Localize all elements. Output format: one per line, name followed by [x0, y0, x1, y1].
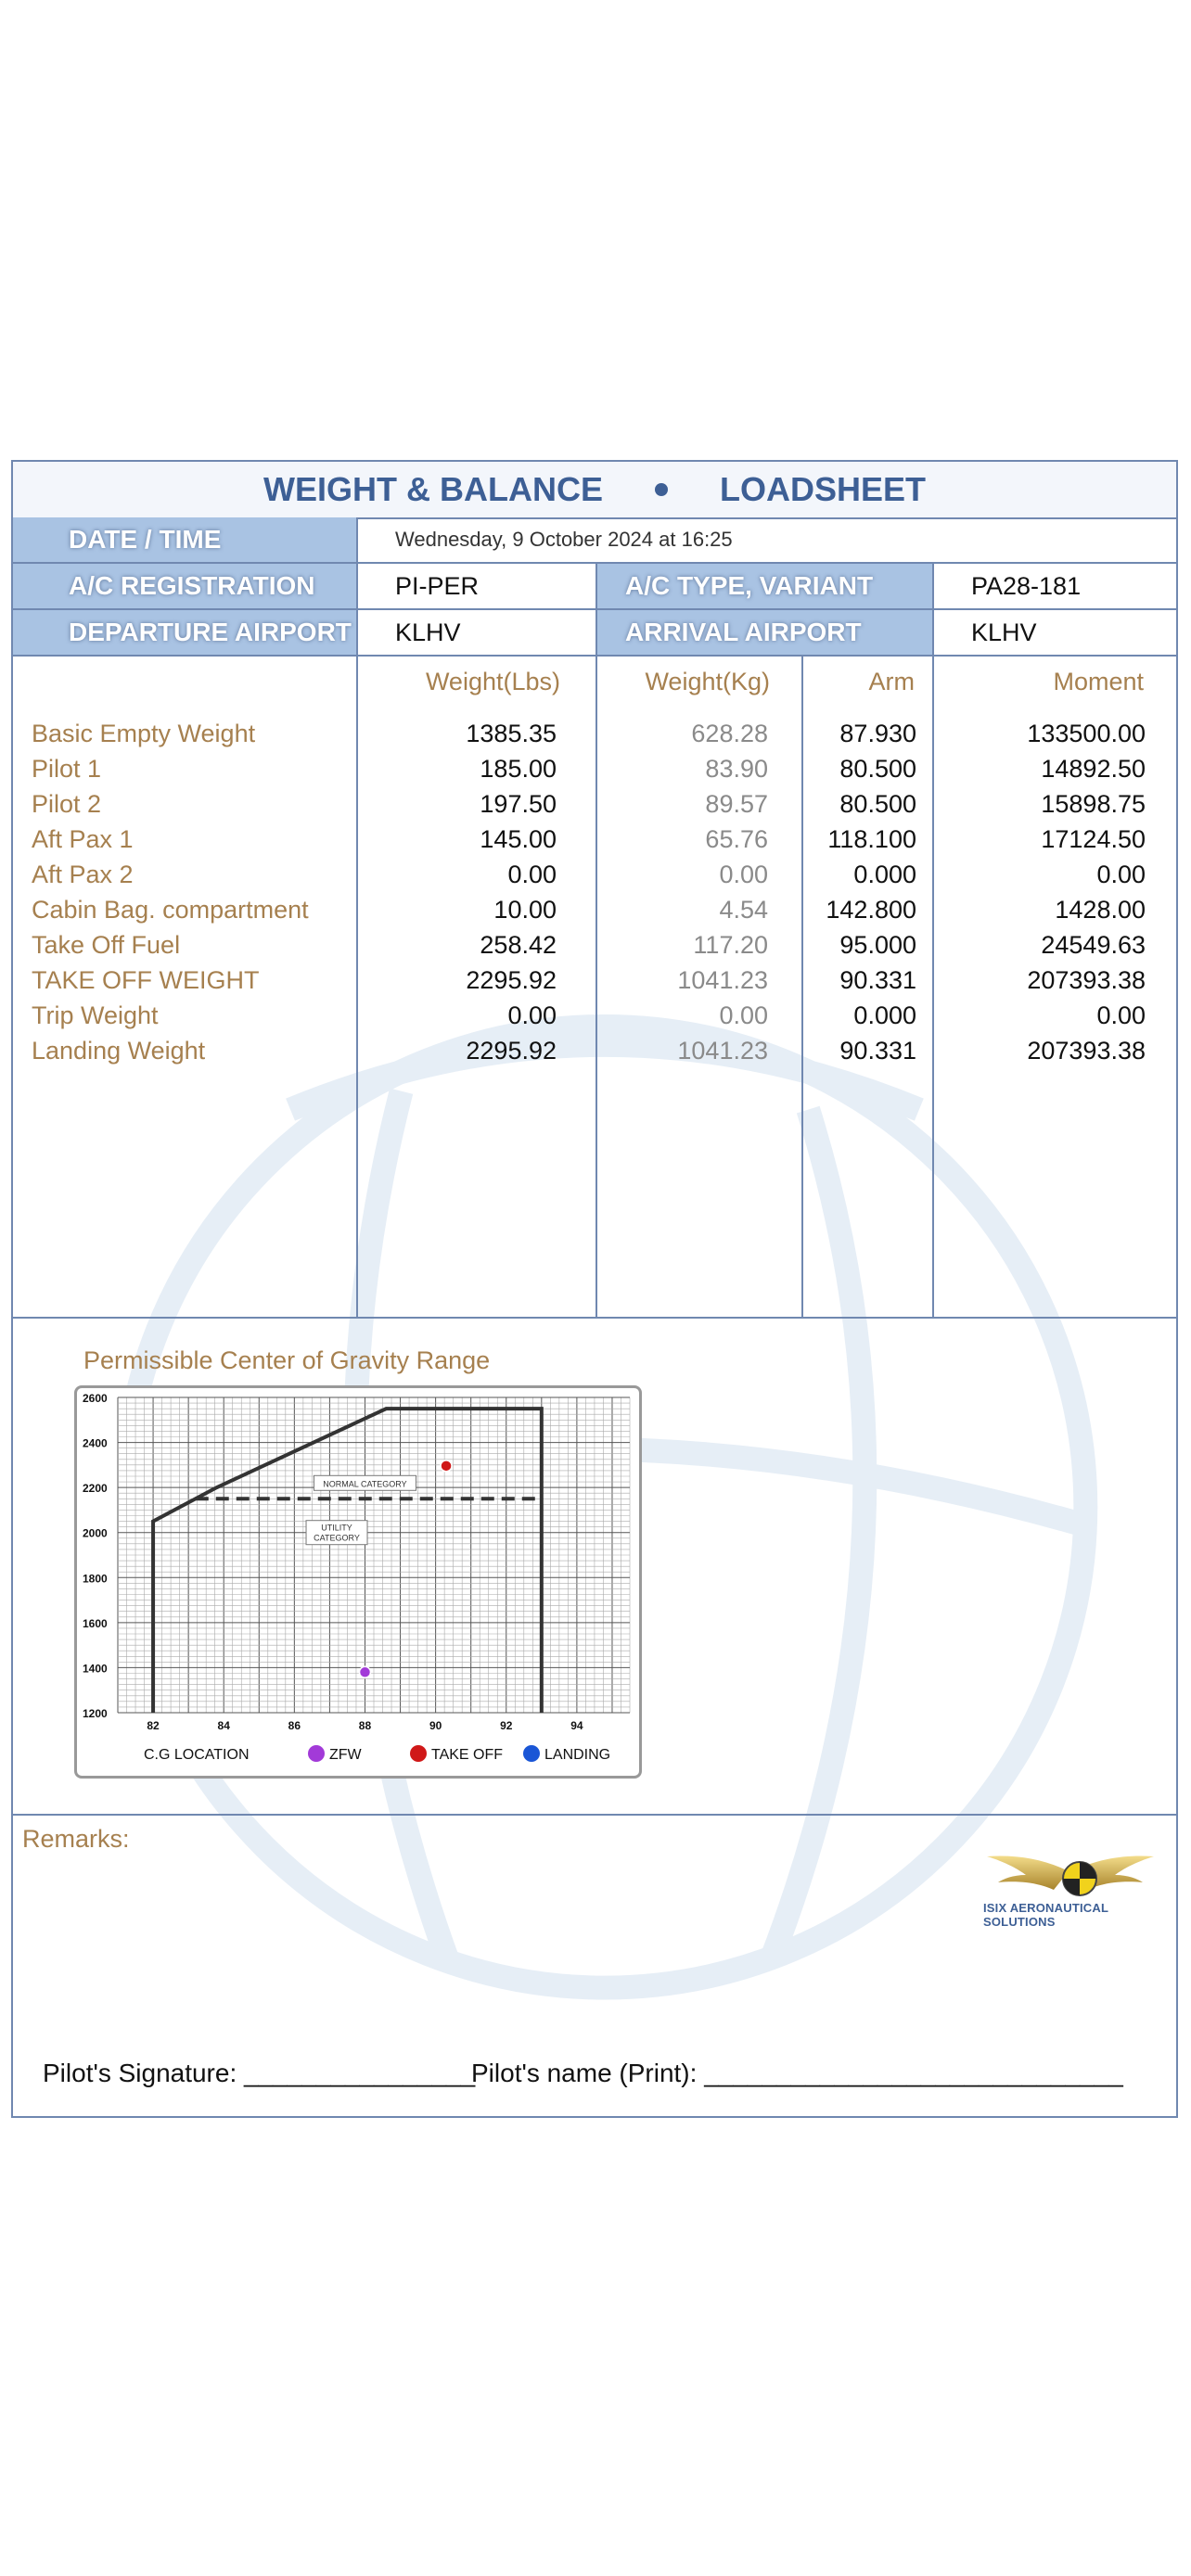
sheet-title — [13, 462, 1176, 519]
cg-chart-frame — [74, 1385, 642, 1779]
row-label: Pilot 2 — [32, 790, 102, 818]
col-header-arm: Arm — [868, 668, 915, 695]
type-label: A/C TYPE, VARIANT — [596, 564, 932, 608]
type-value: PA28-181 — [971, 571, 1082, 600]
row-moment: 24549.63 — [1041, 931, 1146, 959]
row-arm: 95.000 — [839, 931, 916, 959]
annotation-normal-category: NORMAL CATEGORY — [323, 1479, 407, 1489]
divider — [356, 657, 358, 1319]
x-tick-label: 86 — [288, 1719, 301, 1732]
x-tick-label: 88 — [358, 1719, 372, 1732]
row-arm: 0.000 — [853, 861, 916, 888]
divider — [13, 1814, 1176, 1816]
legend-marker-zfw — [308, 1745, 325, 1762]
title-right: LOADSHEET — [719, 470, 926, 508]
row-lbs: 10.00 — [493, 896, 557, 924]
row-arm: 118.100 — [827, 825, 916, 853]
title-dot-icon — [655, 483, 668, 496]
row-arm: 80.500 — [839, 755, 916, 783]
row-kg: 0.00 — [719, 861, 768, 888]
divider — [596, 657, 597, 1319]
divider — [356, 517, 358, 657]
x-tick-label: 94 — [570, 1719, 583, 1732]
row-label: Trip Weight — [32, 1001, 159, 1029]
row-kg: 0.00 — [719, 1001, 768, 1029]
remarks-label: Remarks: — [22, 1825, 130, 1853]
row-moment: 14892.50 — [1041, 755, 1146, 783]
date-label: DATE / TIME — [13, 517, 356, 562]
row-label: Cabin Bag. compartment — [32, 896, 309, 924]
divider — [801, 657, 803, 1319]
row-lbs: 185.00 — [480, 755, 557, 783]
row-moment: 207393.38 — [1027, 1037, 1146, 1065]
y-tick-label: 2200 — [83, 1482, 108, 1496]
divider — [932, 564, 934, 657]
legend-marker-landing — [523, 1745, 540, 1762]
cg-section-title: Permissible Center of Gravity Range — [83, 1346, 491, 1374]
row-arm: 87.930 — [839, 720, 916, 747]
divider — [932, 657, 934, 1319]
row-lbs: 2295.92 — [466, 966, 557, 994]
row-label: Landing Weight — [32, 1037, 206, 1065]
row-label: Basic Empty Weight — [32, 720, 256, 747]
logo-text: ISIX AERONAUTICAL SOLUTIONS — [983, 1901, 1108, 1929]
arrival-label: ARRIVAL AIRPORT — [596, 610, 932, 655]
departure-label: DEPARTURE AIRPORT — [13, 610, 356, 655]
pilot-name-field[interactable]: Pilot's name (Print): _____________________________ — [471, 2059, 1123, 2087]
registration-label: A/C REGISTRATION — [13, 564, 356, 608]
col-header-moment: Moment — [1053, 668, 1144, 695]
legend-label: TAKE OFF — [431, 1747, 504, 1763]
y-tick-label: 2000 — [83, 1526, 108, 1540]
row-moment: 15898.75 — [1041, 790, 1146, 818]
legend-label: LANDING — [544, 1747, 611, 1763]
row-moment: 0.00 — [1096, 1001, 1146, 1029]
row-moment: 1428.00 — [1055, 896, 1146, 924]
row-lbs: 0.00 — [507, 861, 557, 888]
pilot-signature-field[interactable]: Pilot's Signature: ________________ — [43, 2059, 476, 2087]
row-moment: 133500.00 — [1027, 720, 1146, 747]
row-label: Aft Pax 2 — [32, 861, 134, 888]
y-tick-label: 2400 — [83, 1436, 108, 1450]
row-kg: 65.76 — [705, 825, 768, 853]
col-header-lbs: Weight(Lbs) — [425, 668, 560, 695]
title-left: WEIGHT & BALANCE — [263, 470, 603, 508]
row-lbs: 258.42 — [480, 931, 557, 959]
divider — [596, 564, 597, 657]
registration-row — [13, 564, 1176, 610]
x-tick-label: 84 — [217, 1719, 230, 1732]
date-value: Wednesday, 9 October 2024 at 16:25 — [395, 528, 733, 551]
legend-marker-take-off — [410, 1745, 427, 1762]
legend-label: ZFW — [329, 1747, 362, 1763]
x-tick-label: 82 — [147, 1719, 160, 1732]
row-lbs: 1385.35 — [466, 720, 557, 747]
row-lbs: 0.00 — [507, 1001, 557, 1029]
row-moment: 17124.50 — [1041, 825, 1146, 853]
airport-row — [13, 610, 1176, 657]
isix-logo-icon — [978, 1838, 1163, 1949]
row-arm: 0.000 — [853, 1001, 916, 1029]
row-arm: 80.500 — [839, 790, 916, 818]
row-lbs: 2295.92 — [466, 1037, 557, 1065]
y-tick-label: 1200 — [83, 1707, 108, 1720]
x-tick-label: 92 — [500, 1719, 513, 1732]
row-label: Take Off Fuel — [32, 931, 181, 959]
row-label: Aft Pax 1 — [32, 825, 134, 853]
row-label: Pilot 1 — [32, 755, 102, 783]
y-tick-label: 1400 — [83, 1662, 108, 1676]
loadsheet — [11, 460, 1178, 2118]
departure-value: KLHV — [395, 618, 461, 646]
cg-point-take-off — [441, 1460, 452, 1472]
col-header-kg: Weight(Kg) — [645, 668, 770, 695]
y-tick-label: 1600 — [83, 1616, 108, 1630]
row-lbs: 197.50 — [480, 790, 557, 818]
row-lbs: 145.00 — [480, 825, 557, 853]
row-label: TAKE OFF WEIGHT — [32, 966, 260, 994]
x-axis-label: C.G LOCATION — [144, 1747, 250, 1763]
row-kg: 1041.23 — [677, 1037, 768, 1065]
annotation-utility-category: UTILITY CATEGORY — [314, 1523, 360, 1543]
row-moment: 0.00 — [1096, 861, 1146, 888]
row-kg: 628.28 — [691, 720, 768, 747]
row-arm: 142.800 — [826, 896, 916, 924]
y-tick-label: 2600 — [83, 1392, 108, 1405]
row-kg: 83.90 — [705, 755, 768, 783]
row-kg: 89.57 — [705, 790, 768, 818]
row-kg: 1041.23 — [677, 966, 768, 994]
row-kg: 4.54 — [719, 896, 768, 924]
cg-envelope-chart — [77, 1388, 639, 1776]
row-moment: 207393.38 — [1027, 966, 1146, 994]
registration-value: PI-PER — [395, 571, 480, 600]
date-row — [13, 517, 1176, 564]
row-arm: 90.331 — [839, 966, 916, 994]
row-kg: 117.20 — [693, 931, 768, 959]
row-arm: 90.331 — [839, 1037, 916, 1065]
divider — [13, 1317, 1176, 1319]
y-tick-label: 1800 — [83, 1572, 108, 1586]
x-tick-label: 90 — [429, 1719, 442, 1732]
arrival-value: KLHV — [971, 618, 1037, 646]
cg-point-zfw — [359, 1666, 370, 1677]
